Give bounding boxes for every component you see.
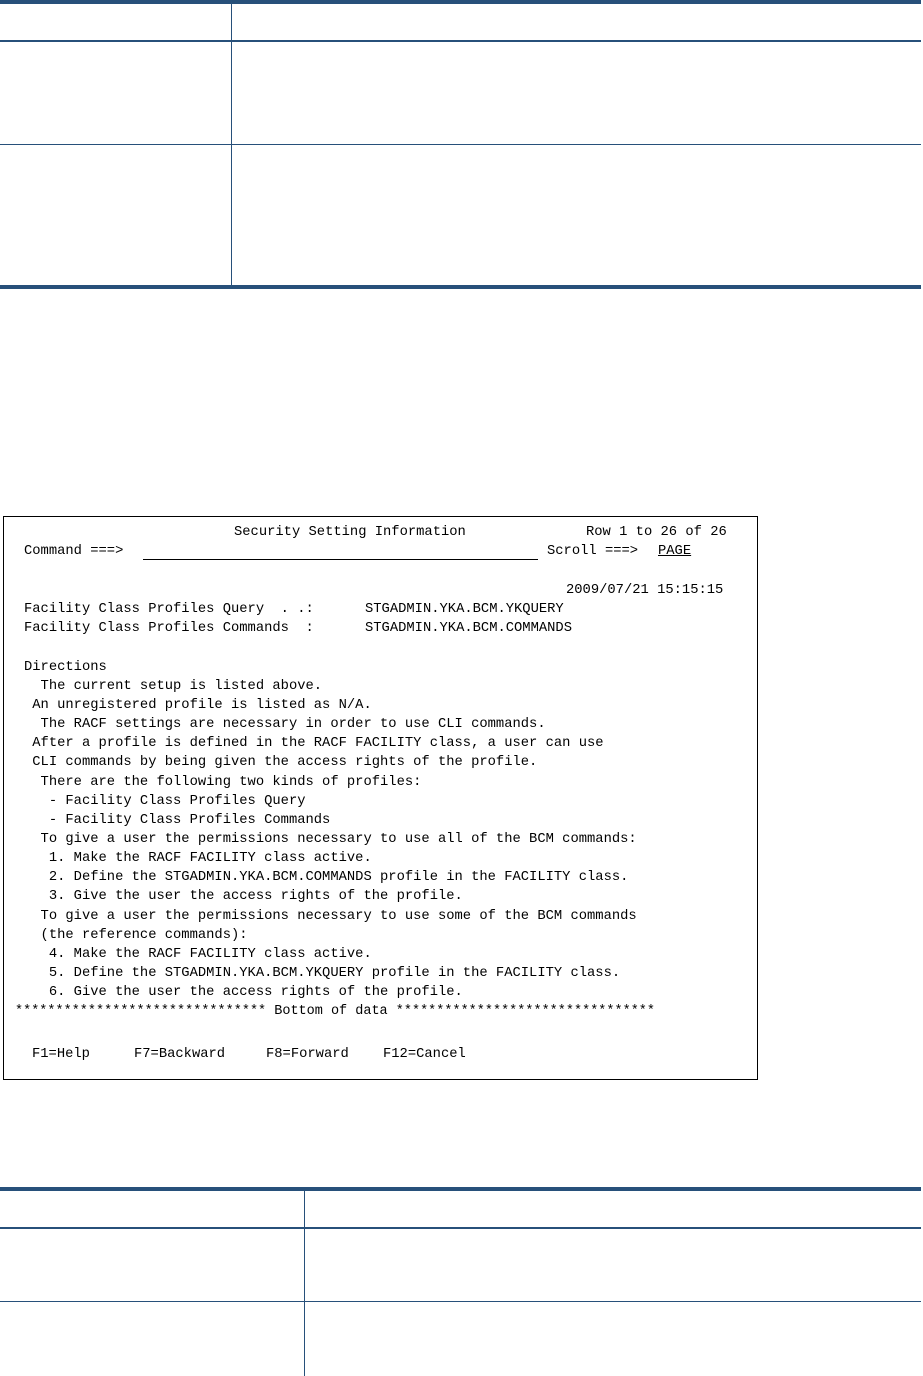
directions-line: 4. Make the RACF FACILITY class active. [24,945,372,964]
directions-line: There are the following two kinds of profiles: [24,773,421,792]
table-row [0,41,921,145]
bottom-table [0,1187,921,1376]
f12-cancel-key[interactable]: F12=Cancel [383,1045,466,1064]
query-profile-label: Facility Class Profiles Query . .: [24,600,314,619]
table-cell [304,1228,921,1302]
directions-line: 5. Define the STGADMIN.YKA.BCM.YKQUERY profile in the FACILITY class. [24,964,620,983]
table-header-row [0,1189,921,1228]
security-setting-panel [3,516,758,1080]
table-header-cell [304,1189,921,1228]
table-header-cell [0,1189,304,1228]
directions-heading: Directions [24,658,107,677]
table-row [0,145,921,288]
scroll-label: Scroll ===> [547,542,638,561]
table-row [0,1302,921,1376]
table-cell [0,145,231,288]
directions-line: The RACF settings are necessary in order to use CLI commands. [24,715,546,734]
scroll-field[interactable]: PAGE [658,542,691,561]
f7-backward-key[interactable]: F7=Backward [134,1045,225,1064]
directions-line: CLI commands by being given the access rights of the profile. [24,753,537,772]
f1-help-key[interactable]: F1=Help [32,1045,90,1064]
f8-forward-key[interactable]: F8=Forward [266,1045,349,1064]
command-label: Command ===> [24,542,123,561]
timestamp: 2009/07/21 15:15:15 [566,581,723,600]
panel-title: Security Setting Information [234,523,466,542]
directions-line: 3. Give the user the access rights of the profile. [24,887,463,906]
directions-line: After a profile is defined in the RACF FACILITY class, a user can use [24,734,604,753]
directions-line: The current setup is listed above. [24,677,322,696]
command-input[interactable] [143,542,538,560]
directions-line: To give a user the permissions necessary to use some of the BCM commands [24,907,637,926]
directions-line: - Facility Class Profiles Commands [24,811,330,830]
directions-line: 2. Define the STGADMIN.YKA.BCM.COMMANDS profile in the FACILITY class. [24,868,628,887]
directions-line: An unregistered profile is listed as N/A. [24,696,372,715]
bottom-of-data-marker: ******************************* Bottom of data ******************************** [15,1002,655,1021]
directions-line: 6. Give the user the access rights of the profile. [24,983,463,1002]
table-cell [304,1302,921,1376]
table-row [0,1228,921,1302]
directions-line: 1. Make the RACF FACILITY class active. [24,849,372,868]
table-header-row [0,2,921,41]
top-table [0,0,921,289]
directions-line: (the reference commands): [24,926,248,945]
table-cell [0,1302,304,1376]
row-indicator: Row 1 to 26 of 26 [586,523,727,542]
query-profile-value: STGADMIN.YKA.BCM.YKQUERY [365,600,564,619]
table-header-cell [0,2,231,41]
table-cell [0,41,231,145]
table-header-cell [231,2,921,41]
directions-line: To give a user the permissions necessary to use all of the BCM commands: [24,830,637,849]
table-cell [231,145,921,288]
commands-profile-label: Facility Class Profiles Commands : [24,619,314,638]
commands-profile-value: STGADMIN.YKA.BCM.COMMANDS [365,619,572,638]
directions-line: - Facility Class Profiles Query [24,792,306,811]
table-cell [0,1228,304,1302]
table-cell [231,41,921,145]
